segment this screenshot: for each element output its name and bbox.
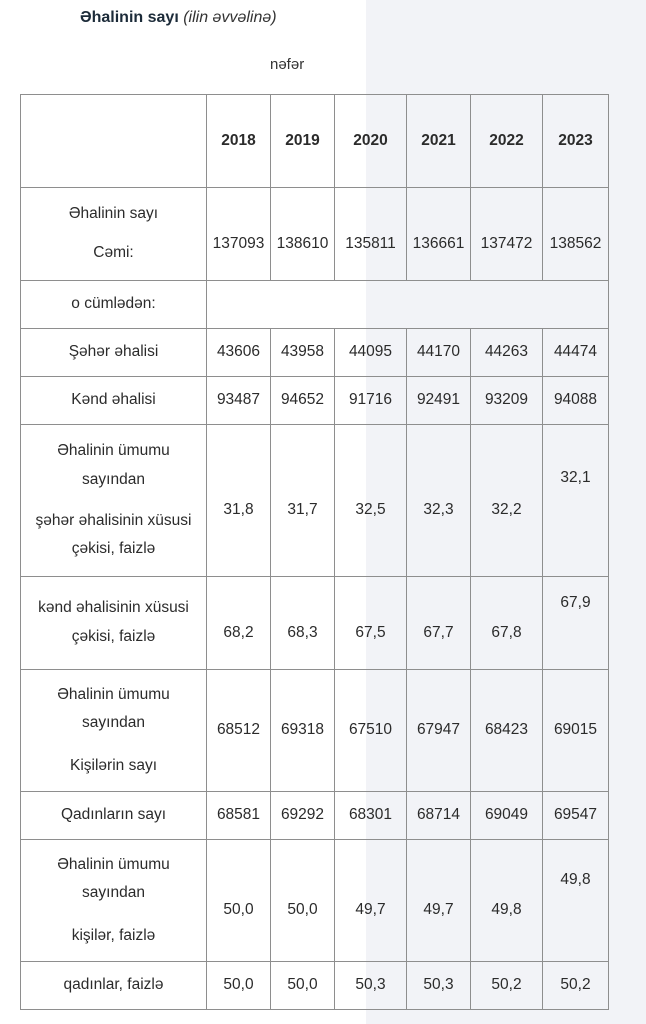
value-cell: 136661 <box>407 188 471 281</box>
value-cell: 32,5 <box>335 425 407 577</box>
table-row-women <box>21 792 609 840</box>
value-cell: 32,3 <box>407 425 471 577</box>
value-cell: 91716 <box>335 377 407 425</box>
value-cell: 93209 <box>471 377 543 425</box>
year-header: 2023 <box>543 95 609 188</box>
value-cell: 68,2 <box>207 577 271 670</box>
value-cell: 31,7 <box>271 425 335 577</box>
value-cell: 49,8 <box>543 840 609 962</box>
row-label-line: kişilər, faizlə <box>71 926 156 944</box>
row-label: o cümlədən: <box>21 281 207 329</box>
table-row-including <box>21 281 609 329</box>
row-label: Kənd əhalisi <box>21 377 207 425</box>
row-label <box>21 840 207 962</box>
table-row-women-share <box>21 962 609 1010</box>
value-cell: 50,0 <box>207 962 271 1010</box>
value-cell: 135811 <box>335 188 407 281</box>
title-bold: Əhalinin sayı <box>80 9 179 26</box>
row-label-line: şəhər əhalisinin xüsusi <box>35 511 192 529</box>
value-cell: 49,7 <box>335 840 407 962</box>
year-header: 2018 <box>207 95 271 188</box>
value-cell: 32,2 <box>471 425 543 577</box>
value-cell: 44474 <box>543 329 609 377</box>
value-cell: 50,3 <box>335 962 407 1010</box>
row-label-line: Əhalinin ümumu <box>57 685 170 703</box>
row-label-line: çəkisi, faizlə <box>71 540 156 558</box>
row-label-line: sayından <box>82 714 145 732</box>
value-cell: 49,7 <box>407 840 471 962</box>
value-cell: 68,3 <box>271 577 335 670</box>
value-cell: 68301 <box>335 792 407 840</box>
value-cell: 49,8 <box>471 840 543 962</box>
value-cell: 69049 <box>471 792 543 840</box>
value-cell: 69318 <box>271 670 335 792</box>
value-cell: 92491 <box>407 377 471 425</box>
header-empty-cell <box>21 95 207 188</box>
population-table <box>20 94 609 1010</box>
value-cell: 44095 <box>335 329 407 377</box>
row-label-line: Əhalinin ümumu <box>57 442 170 460</box>
value-cell: 94652 <box>271 377 335 425</box>
value-cell: 67,9 <box>543 577 609 670</box>
value-cell: 138562 <box>543 188 609 281</box>
value-cell: 67947 <box>407 670 471 792</box>
value-cell: 44263 <box>471 329 543 377</box>
row-label-line: kənd əhalisinin xüsusi <box>38 599 189 617</box>
row-label: Qadınların sayı <box>21 792 207 840</box>
table-row-men <box>21 670 609 792</box>
year-header: 2022 <box>471 95 543 188</box>
value-cell: 50,0 <box>207 840 271 962</box>
row-label: Şəhər əhalisi <box>21 329 207 377</box>
row-label-line: Cəmi: <box>93 244 134 261</box>
table-row-urban-share <box>21 425 609 577</box>
value-cell: 94088 <box>543 377 609 425</box>
value-cell: 50,2 <box>471 962 543 1010</box>
table-row-total <box>21 188 609 281</box>
value-cell: 31,8 <box>207 425 271 577</box>
value-cell: 69292 <box>271 792 335 840</box>
value-cell: 67,7 <box>407 577 471 670</box>
value-cell: 137093 <box>207 188 271 281</box>
year-header: 2019 <box>271 95 335 188</box>
page-title <box>80 9 277 27</box>
row-label-line: Əhalinin sayı <box>68 205 159 223</box>
row-label-line: Əhalinin ümumu <box>57 855 170 873</box>
value-cell: 50,2 <box>543 962 609 1010</box>
table-row-urban <box>21 329 609 377</box>
row-label <box>21 425 207 577</box>
value-cell: 67,5 <box>335 577 407 670</box>
value-cell: 137472 <box>471 188 543 281</box>
value-cell: 68423 <box>471 670 543 792</box>
value-cell: 69015 <box>543 670 609 792</box>
row-label-line: sayından <box>82 884 145 902</box>
unit-label: nəfər <box>270 56 305 73</box>
value-cell: 50,0 <box>271 840 335 962</box>
row-label <box>21 670 207 792</box>
empty-span-cell <box>207 281 609 329</box>
table-row-men-share <box>21 840 609 962</box>
table-row-rural <box>21 377 609 425</box>
value-cell: 138610 <box>271 188 335 281</box>
value-cell: 44170 <box>407 329 471 377</box>
value-cell: 68714 <box>407 792 471 840</box>
value-cell: 68581 <box>207 792 271 840</box>
row-label <box>21 577 207 670</box>
row-label-line: Kişilərin sayı <box>70 756 157 774</box>
row-label <box>21 188 207 281</box>
value-cell: 50,3 <box>407 962 471 1010</box>
row-label-line: sayından <box>82 470 145 488</box>
row-label: qadınlar, faizlə <box>21 962 207 1010</box>
value-cell: 93487 <box>207 377 271 425</box>
year-header: 2020 <box>335 95 407 188</box>
value-cell: 43606 <box>207 329 271 377</box>
value-cell: 67510 <box>335 670 407 792</box>
year-header: 2021 <box>407 95 471 188</box>
title-italic: (ilin əvvəlinə) <box>183 9 277 26</box>
value-cell: 68512 <box>207 670 271 792</box>
value-cell: 43958 <box>271 329 335 377</box>
value-cell: 32,1 <box>543 425 609 577</box>
table-row-rural-share <box>21 577 609 670</box>
value-cell: 67,8 <box>471 577 543 670</box>
header-row <box>21 95 609 188</box>
row-label-line: çəkisi, faizlə <box>71 628 156 645</box>
value-cell: 50,0 <box>271 962 335 1010</box>
value-cell: 69547 <box>543 792 609 840</box>
